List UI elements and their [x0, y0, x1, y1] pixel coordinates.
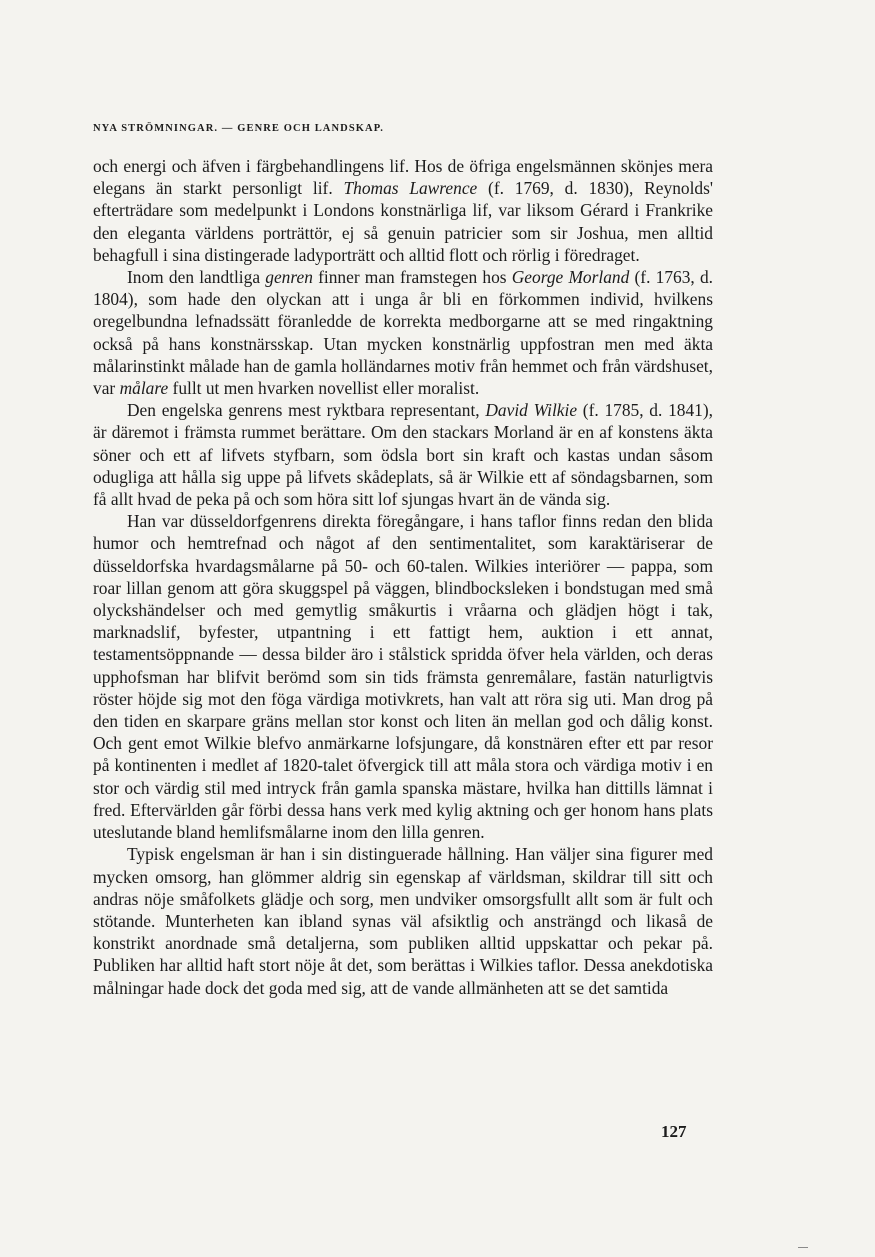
paragraph-4	[93, 510, 713, 843]
text-run: Inom den landtliga	[127, 267, 266, 288]
text-run: fullt ut men hvarken novellist eller moralist.	[168, 378, 480, 399]
paragraph-2	[93, 266, 713, 399]
scan-edge-mark	[798, 1247, 808, 1248]
text-run: (f. 1763, d. 1804), som hade den olyckan att i unga år bli en förkommen individ, hvilkens oregelbundna lefnadssätt föranledde de korrekta medborgarne att se med ringaktning också på hans konstnärsskap. Utan mycken konstnärlig uppfostran men med äkta målarinstinkt målade han de gamla holländarnes motiv från hemmet och från värdshuset, var	[93, 267, 714, 399]
italic-name: genren	[265, 267, 313, 288]
italic-name: George Morland	[511, 267, 630, 288]
text-run: Den engelska genrens mest ryktbara representant,	[127, 400, 486, 421]
paragraph-3	[93, 399, 713, 510]
italic-name: Thomas Lawrence	[343, 178, 478, 199]
running-head: NYA STRÖMNINGAR. — GENRE OCH LANDSKAP.	[93, 123, 385, 134]
italic-name: målare	[119, 378, 169, 399]
italic-name: David Wilkie	[485, 400, 578, 421]
paragraph-5	[93, 843, 713, 998]
text-run: Han var düsseldorfgenrens direkta föregångare, i hans taflor finns redan den blida humor och hemtrefnad och något af den sentimentalitet, som karaktäriserar de düsseldorfska hvardagsmålarne på 50- och 60-talen. Wilkies interiörer — pappa, som roar lillan genom att göra skuggspel på väggen, blindbocksleken i bondstugan med små olyckshändelser och med gemytlig småkurtis i vråarna och glädjen högt i tak, marknadslif, byfester, utpantning i ett fattigt hem, auktion i ett annat, testamentsöppnande — dessa bilder äro i stålstick spridda öfver hela världen, och deras upphofsman har blifvit berömd som sin tids främsta genremålare, fastän naturligtvis röster höjde sig mot den föga värdiga motivkrets, han valt att röra sig uti. Man drog på den tiden en skarpare gräns mellan stor konst och liten än mellan god och dålig konst. Och gent emot Wilkie blefvo anmärkarne lofsjungare, då konstnären efter ett par resor på kontinenten i medlet af 1820-talet öfvergick till att måla stora och värdiga motiv i en stor och värdig stil med intryck från gamla spanska mästare, hvilka han dittills lämnat i fred. Eftervärlden går förbi dessa hans verk med kylig aktning och ger honom hans plats uteslutande bland hemlifsmålarne inom den lilla genren.	[93, 511, 713, 843]
text-run: Typisk engelsman är han i sin distinguerade hållning. Han väljer sina figurer med mycken omsorg, han glömmer aldrig sin egenskap af världsman, skildrar till sitt och andras nöje småfolkets glädje och sorg, men undviker omsorgsfullt allt som är fult och stötande. Munterheten kan ibland synas väl afsiktlig och ansträngd och likaså de konstrikt anordnade små detaljerna, som publiken alltid uppskattar och pekar på. Publiken har alltid haft stort nöje åt det, som berättas i Wilkies taflor. Dessa anekdotiska målningar hade dock det goda med sig, att de vande allmänheten att se det samtida	[93, 844, 713, 998]
text-run: (f. 1785, d. 1841), är däremot i främsta rummet berättare. Om den stackars Morland är en af konstens äkta söner och ett af lifvets styfbarn, som ödsla bort sin kraft och kastas undan såsom odugliga att hålla sig uppe på lifvets skådeplats, så är Wilkie ett af söndagsbarnen, som få allt hvad de peka på och som höra sitt lof sjungas hvart än de vända sig.	[93, 400, 713, 510]
page-number: 127	[661, 1122, 687, 1141]
paragraph-1	[93, 155, 713, 266]
body-text	[93, 155, 713, 999]
text-run: (f. 1769, d. 1830), Reynolds' efterträdare som medelpunkt i Londons konstnärliga lif, var liksom Gérard i Frankrike den eleganta världens porträttör, ej så genuin patricier som sir Joshua, men alltid behagfull i sina distingerade ladyporträtt och alltid flott och rörlig i föredraget.	[93, 178, 714, 265]
text-run: finner man framstegen hos	[312, 267, 512, 288]
text-run: och energi och äfven i färgbehandlingens lif. Hos de öfriga engelsmännen skönjes mera elegans än starkt personligt lif.	[93, 156, 713, 199]
